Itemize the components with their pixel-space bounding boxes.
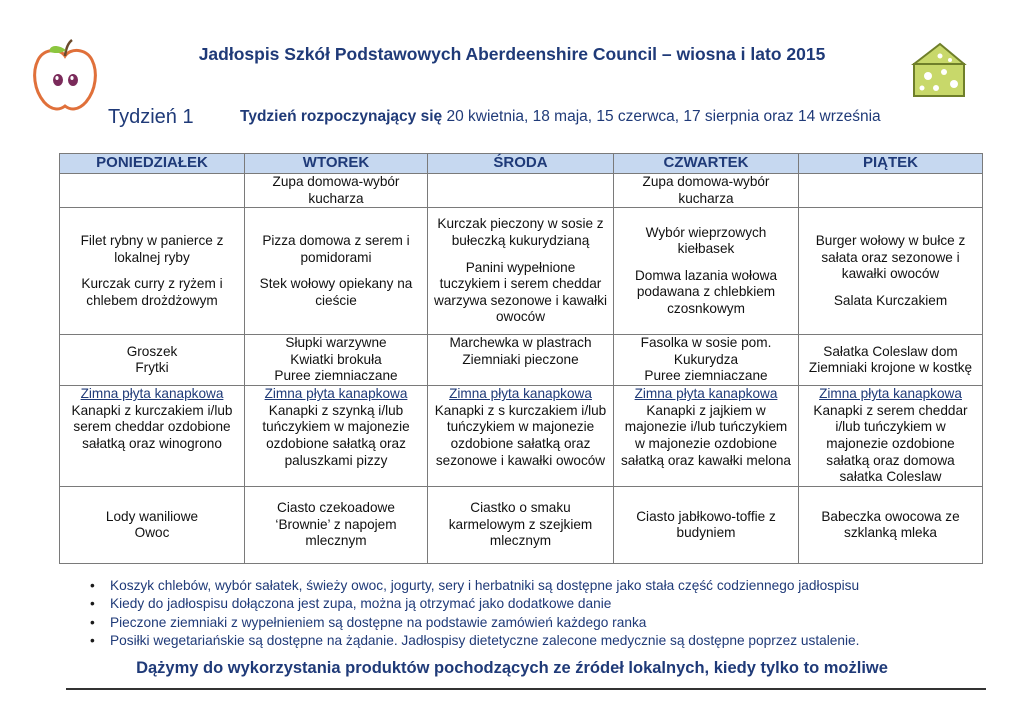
sandwich-title: Zimna płyta kanapkowa (264, 386, 408, 402)
sandwich-desc: Kanapki z jajkiem w majonezie i/lub tuńczykiem w majonezie ozdobione sałatką oraz kawałki melona (620, 402, 791, 468)
mains-cell (799, 208, 983, 335)
sandwich-cell (245, 386, 428, 487)
header-row (60, 154, 983, 174)
side: Puree ziemniaczane (274, 368, 398, 384)
dessert-cell (60, 487, 245, 564)
dessert-cell (614, 487, 799, 564)
sides-cell (245, 335, 428, 386)
side: Słupki warzywne (285, 335, 387, 351)
dessert: Babeczka owocowa ze szklanką mleka (821, 508, 960, 541)
dish: Domwa lazania wołowa podawana z chlebkiem czosnkowym (634, 267, 778, 317)
dish: Burger wołowy w bułce z sałata oraz sezonowe i kawałki owoców (815, 233, 966, 282)
col-monday: PONIEDZIAŁEK (60, 154, 245, 174)
soup-row (60, 174, 983, 208)
col-wednesday: ŚRODA (428, 154, 614, 174)
col-friday: PIĄTEK (799, 154, 983, 174)
sandwich-cell (428, 386, 614, 487)
week-dates: 20 kwietnia, 18 maja, 15 czerwca, 17 sierpnia oraz 14 września (442, 108, 881, 125)
dish: Kurczak curry z ryżem i chlebem drożdżowym (81, 276, 223, 308)
side: Kwiatki brokuła (290, 351, 382, 367)
sides-cell (799, 335, 983, 386)
sandwich-title: Zimna płyta kanapkowa (449, 386, 592, 402)
sandwich-title: Zimna płyta kanapkowa (819, 386, 962, 402)
side: Puree ziemniaczane (644, 368, 768, 384)
side: Kukurydza (673, 351, 739, 367)
sandwich-desc: Kanapki z kurczakiem i/lub serem cheddar ozdobione sałatką oraz winogrono (71, 402, 233, 451)
sandwich-row (60, 386, 983, 487)
sides-cell (60, 335, 245, 386)
sides-row (60, 335, 983, 386)
sandwich-desc: Kanapki z szynką i/lub tuńczykiem w majonezie ozdobione sałatką oraz paluszkami pizzy (262, 402, 410, 468)
dessert: Owoc (134, 525, 170, 541)
side: Ziemniaki krojone w kostkę (808, 360, 973, 376)
sandwich-title: Zimna płyta kanapkowa (634, 386, 778, 402)
sides-cell (428, 335, 614, 386)
divider (66, 688, 986, 690)
mains-cell (614, 208, 799, 335)
sandwich-title: Zimna płyta kanapkowa (80, 386, 224, 402)
mains-cell (245, 208, 428, 335)
page-title: Jadłospis Szkół Podstawowych Aberdeenshire Council – wiosna i lato 2015 (198, 44, 826, 64)
soup-cell (799, 174, 983, 208)
dessert: Ciasto czekoadowe ‘Brownie’ z napojem mlecznym (275, 500, 397, 549)
col-thursday: CZWARTEK (614, 154, 799, 174)
mains-row (60, 208, 983, 335)
dish: Filet rybny w panierce z lokalnej ryby (80, 233, 224, 265)
soup-cell (428, 174, 614, 208)
note-item: • Posiłki wegetariańskie są dostępne na żądanie. Jadłospisy dietetyczne zalecone medycznie są dostępne poprzez ustalenie. (90, 632, 860, 648)
side: Sałatka Coleslaw dom (823, 343, 958, 359)
week-dates-line (240, 108, 881, 126)
soup-cell: Zupa domowa-wybór kucharza (614, 174, 799, 208)
dish: Panini wypełnione tuczykiem i serem cheddar warzywa sezonowe i kawałki owoców (434, 259, 608, 325)
side: Frytki (135, 360, 169, 376)
note-item: • Kiedy do jadłospisu dołączona jest zupa, można ją otrzymać jako dodatkowe danie (90, 596, 612, 612)
dessert: Ciastko o smaku karmelowym z szejkiem mlecznym (448, 500, 593, 549)
dessert-row (60, 487, 983, 564)
dessert: Ciasto jabłkowo-toffie z budyniem (636, 508, 776, 541)
week-intro: Tydzień rozpoczynający się (240, 108, 443, 125)
week-label: Tydzień 1 (108, 106, 194, 128)
sandwich-cell (60, 386, 245, 487)
footer-statement: Dążymy do wykorzystania produktów pochodzących ze źródeł lokalnych, kiedy tylko to możliwe (136, 659, 888, 677)
side: Groszek (126, 343, 178, 359)
note-text: Pieczone ziemniaki z wypełnieniem są dostępne na podstawie zamówień każdego ranka (110, 614, 647, 630)
soup-cell: Zupa domowa-wybór kucharza (245, 174, 428, 208)
dessert-cell (799, 487, 983, 564)
dish: Pizza domowa z serem i pomidorami (262, 233, 410, 265)
col-tuesday: WTOREK (245, 154, 428, 174)
side: Marchewka w plastrach (449, 335, 592, 351)
soup-cell (60, 174, 245, 208)
side: Ziemniaki pieczone (462, 351, 579, 367)
sandwich-desc: Kanapki z s kurczakiem i/lub tuńczykiem w majonezie ozdobione sałatką oraz sezonowe i kawałki owoców (434, 402, 607, 468)
dish: Kurczak pieczony w sosie z bułeczką kukurydzianą (437, 216, 604, 248)
note-item: • Pieczone ziemniaki z wypełnieniem są dostępne na podstawie zamówień każdego ranka (90, 614, 647, 630)
mains-cell (60, 208, 245, 335)
dessert-cell (245, 487, 428, 564)
sandwich-cell (799, 386, 983, 487)
dessert: Lody waniliowe (105, 508, 199, 524)
dish: Stek wołowy opiekany na cieście (259, 276, 413, 308)
note-item: • Koszyk chlebów, wybór sałatek, świeży owoc, jogurty, sery i herbatniki są dostępne jako stała część codziennego jadłospisu (90, 578, 860, 593)
note-text: Kiedy do jadłospisu dołączona jest zupa, można ją otrzymać jako dodatkowe danie (110, 596, 612, 612)
note-text: Koszyk chlebów, wybór sałatek, świeży owoc, jogurty, sery i herbatniki są dostępne jako stała część codziennego jadłospisu (110, 578, 860, 593)
note-text: Posiłki wegetariańskie są dostępne na żądanie. Jadłospisy dietetyczne zalecone medycznie są dostępne poprzez ustalenie. (110, 632, 860, 648)
menu-table (59, 153, 983, 564)
dish: Wybór wieprzowych kiełbasek (645, 224, 767, 257)
sandwich-cell (614, 386, 799, 487)
sandwich-desc: Kanapki z serem cheddar i/lub tuńczykiem w majonezie ozdobione sałatką oraz domowa sałatka Coleslaw (813, 402, 968, 485)
dish: Salata Kurczakiem (833, 292, 948, 308)
mains-cell (428, 208, 614, 335)
side: Fasolka w sosie pom. (640, 335, 772, 351)
notes-list (90, 577, 860, 650)
sides-cell (614, 335, 799, 386)
dessert-cell (428, 487, 614, 564)
